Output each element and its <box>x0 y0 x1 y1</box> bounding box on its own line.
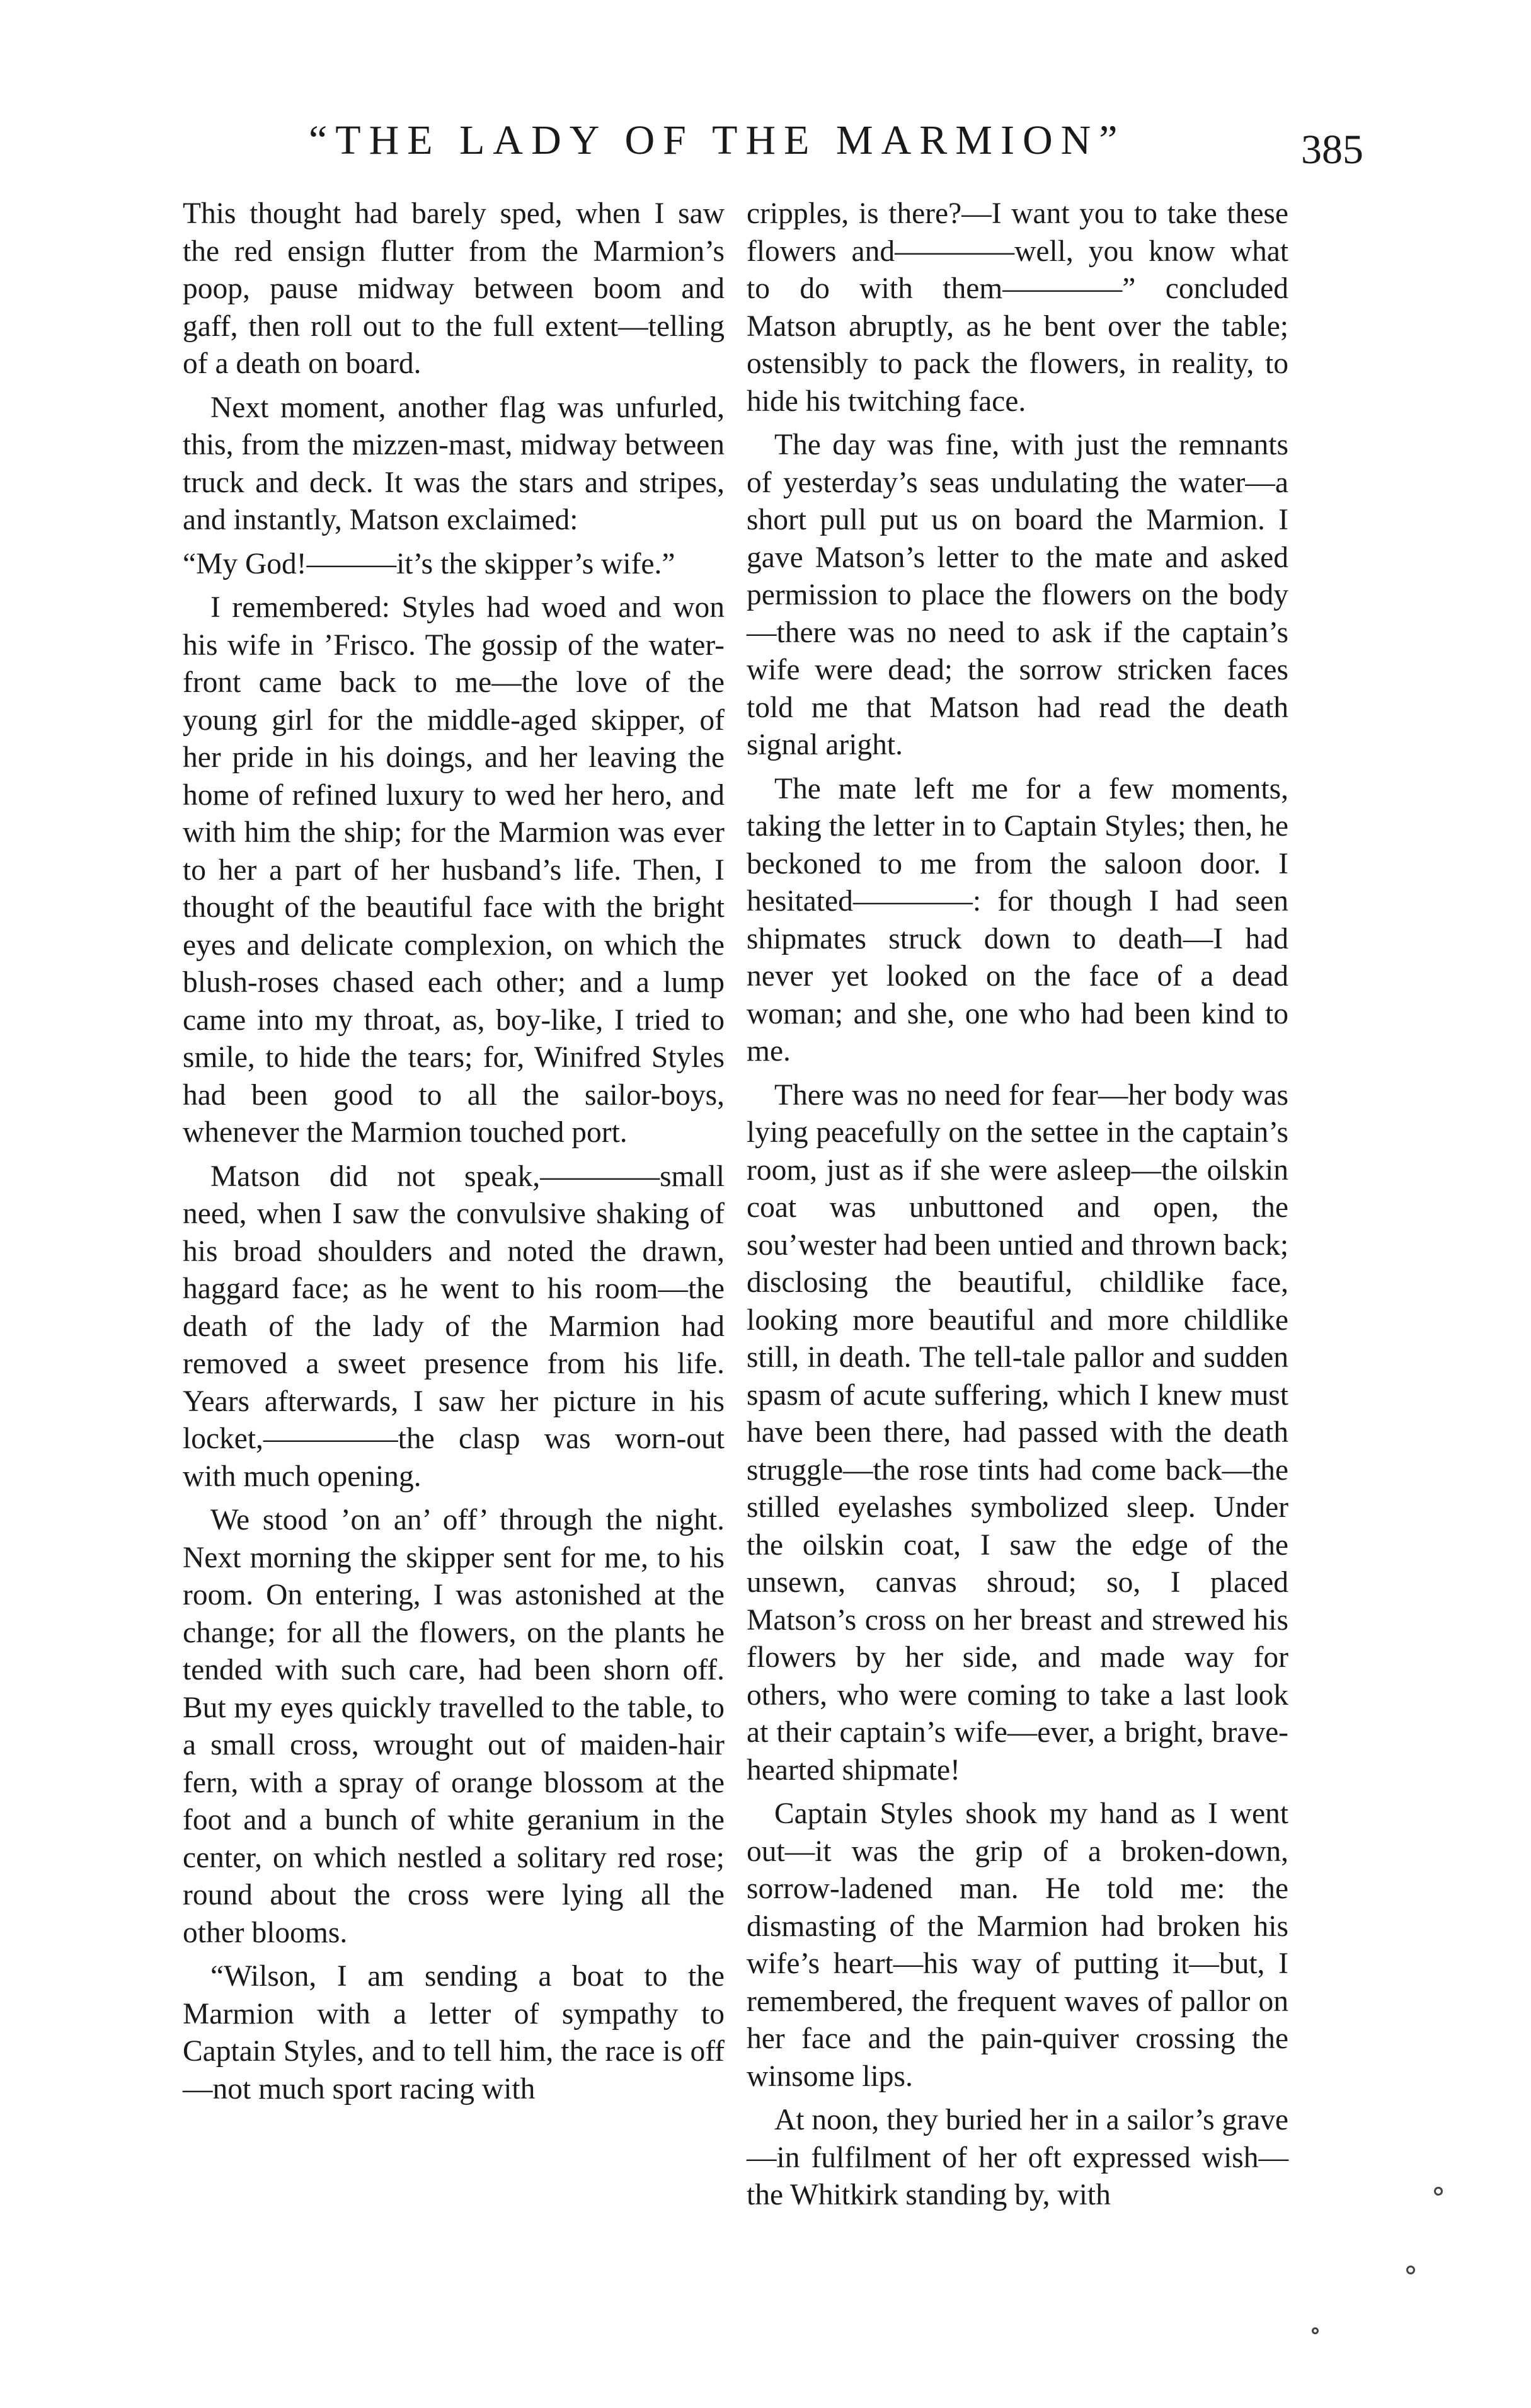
paragraph: cripples, is there?—I want you to take these flowers and————well, you know what to do with them————” concluded Matson abruptly, as he bent over the table; ostensibly to pack the flowers, in reality, to hide his twitching face. <box>747 197 1288 418</box>
paragraph: We stood ’on an’ off’ through the night. Next morning the skipper sent for me, to his room. On entering, I was astonished at the change; for all the flowers, on the plants he tended with such care, had been shorn off. But my eyes quickly travelled to the table, to a small cross, wrought out of maiden-hair fern, with a spray of orange blossom at the foot and a bunch of white geranium in the center, on which nestled a solitary red rose; round about the cross were lying all the other blooms. <box>183 1504 725 1949</box>
paragraph: At noon, they buried her in a sailor’s grave—in fulfilment of her oft expressed wish—the Whitkirk standing by, with <box>747 2104 1288 2211</box>
paragraph: “My God!———it’s the skipper’s wife.” <box>183 547 675 580</box>
left-column <box>183 195 725 2114</box>
paragraph: The mate left me for a few moments, taking the letter in to Captain Styles; then, he beckoned to me from the saloon door. I hesitated————: for though I had seen shipmates struck down to death—I had never yet looked on the face of a dead woman; and she, one who had been kind to me. <box>747 772 1288 1068</box>
paragraph: I remembered: Styles had woed and won his wife in ’Frisco. The gossip of the water-front came back to me—the love of the young girl for the middle-aged skipper, of her pride in his doings, and her leaving the home of refined luxury to wed her hero, and with him the ship; for the Marmion was ever to her a part of her husband’s life. Then, I thought of the beautiful face with the bright eyes and delicate complexion, on which the blush-roses chased each other; and a lump came into my throat, as, boy-like, I tried to smile, to hide the tears; for, Winifred Styles had been good to all the sailor-boys, whenever the Marmion touched port. <box>183 591 725 1149</box>
running-title: “THE LADY OF THE MARMION” <box>309 117 1126 163</box>
paragraph: Next moment, another flag was unfurled, this, from the mizzen-mast, midway between truck and deck. It was the stars and stripes, and instantly, Matson exclaimed: <box>183 391 725 536</box>
right-column <box>747 195 1288 2221</box>
paragraph: Captain Styles shook my hand as I went out—it was the grip of a broken-down, sorrow-ladened man. He told me: the dismasting of the Marmion had broken his wife’s heart—his way of putting it—but, I remembered, the frequent waves of pallor on her face and the pain-quiver crossing the winsome lips. <box>747 1797 1288 2093</box>
scan-speck <box>1312 2327 1319 2334</box>
paragraph: “Wilson, I am sending a boat to the Marmion with a letter of sympathy to Captain Styles, and to tell him, the race is off—not much sport racing with <box>183 1960 725 2106</box>
paragraph: There was no need for fear—her body was lying peacefully on the settee in the captain’s room, just as if she were asleep—the oilskin coat was unbuttoned and open, the sou’wester had been untied and thrown back; disclosing the beautiful, childlike face, looking more beautiful and more childlike still, in death. The tell-tale pallor and sudden spasm of acute suffering, which I knew must have been there, had passed with the death struggle—the rose tints had come back—the stilled eyelashes symbolized sleep. Under the oilskin coat, I saw the edge of the unsewn, canvas shroud; so, I placed Matson’s cross on her breast and strewed his flowers by her side, and made way for others, who were coming to take a last look at their captain’s wife—ever, a bright, brave-hearted shipmate! <box>747 1078 1289 1787</box>
paragraph: This thought had barely sped, when I saw the red ensign flutter from the Marmion’s poop, pause midway between boom and gaff, then roll out to the full extent—telling of a death on board. <box>183 197 725 380</box>
paragraph: Matson did not speak,————small need, when I saw the convulsive shaking of his broad shoulders and noted the drawn, haggard face; as he went to his room—the death of the lady of the Marmion had removed a sweet presence from his life. Years afterwards, I saw her picture in his locket,–————the clasp was worn-out with much opening. <box>183 1160 725 1493</box>
scan-speck <box>1434 2187 1443 2196</box>
page-number: 385 <box>1301 127 1363 173</box>
paragraph: The day was fine, with just the remnants of yesterday’s seas undulating the water—a short pull put us on board the Marmion. I gave Matson’s letter to the mate and asked permission to place the flowers on the body—there was no need to ask if the captain’s wife were dead; the sorrow stricken faces told me that Matson had read the death signal aright. <box>747 429 1288 761</box>
scan-speck <box>1406 2266 1415 2274</box>
